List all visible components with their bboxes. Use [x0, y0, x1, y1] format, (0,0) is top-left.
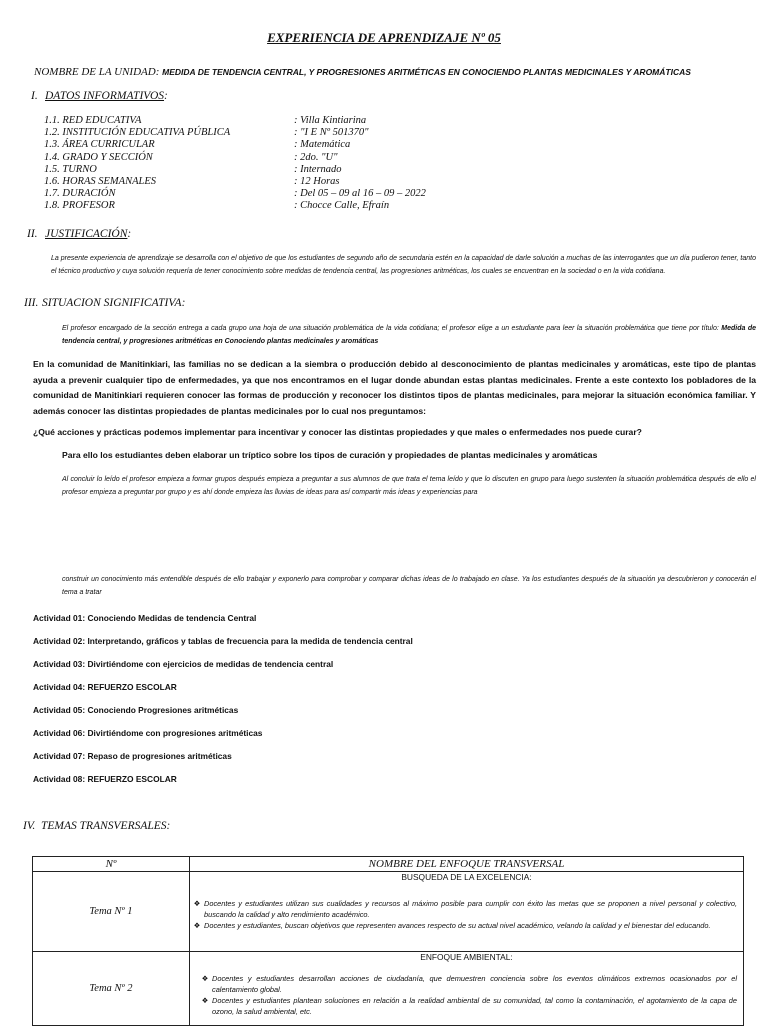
datos-key: 1.7. DURACIÓN: [44, 188, 116, 200]
section-3-number: III.: [24, 297, 39, 309]
temas-transversales-table: [32, 856, 744, 1026]
bullet-text: Docentes y estudiantes desarrollan acciones de ciudadanía, que demuestren conciencia sobre los eventos climáticos extremos ocasionados por el calentamiento global.: [212, 974, 737, 994]
actividad-item: Actividad 04: REFUERZO ESCOLAR: [33, 682, 177, 692]
diamond-bullet-icon: ❖: [193, 899, 201, 908]
datos-informativos-list: [44, 115, 426, 213]
unit-value: MEDIDA DE TENDENCIA CENTRAL, Y PROGRESIONES ARITMÉTICAS EN CONOCIENDO PLANTAS MEDICINALES Y AROMÁTICAS: [162, 67, 691, 77]
justificacion-paragraph: La presente experiencia de aprendizaje se desarrolla con el objetivo de que los estudiantes de segundo año de secundaria estén en la capacidad de darle solución a muchas de las interrogantes que un día pudieron tener, tanto el técnico productivo y cuya solución requería de tener conocimiento sobre medidas de tendencia central, las progresiones aritméticas, los cuales se encuentran en la sociedad o en la vida cotidiana.: [51, 255, 756, 275]
section-4-number: IV.: [23, 820, 36, 832]
section-1-heading: [31, 90, 168, 102]
actividad-item: Actividad 05: Conociendo Progresiones aritméticas: [33, 705, 239, 715]
table-header-number: Nº: [33, 857, 190, 872]
datos-value: : "I E Nº 501370": [294, 127, 369, 139]
tema-cell: Tema Nº 1: [33, 872, 190, 952]
triptico-text: Para ello los estudiantes deben elaborar un tríptico sobre los tipos de curación y propiedades de plantas medicinales y aromáticas: [62, 450, 598, 460]
datos-value: : Matemática: [294, 139, 351, 151]
actividad-item: Actividad 01: Conociendo Medidas de tendencia Central: [33, 613, 257, 623]
section-3-title: SITUACION SIGNIFICATIVA:: [42, 297, 186, 309]
table-header-enfoque: NOMBRE DEL ENFOQUE TRANSVERSAL: [190, 857, 744, 872]
datos-row: [44, 139, 426, 151]
bullet-text: Docentes y estudiantes, buscan objetivos que representen avances respecto de su actual nivel académico, velando la calidad y el bienestar del educando.: [204, 921, 711, 930]
tema-cell: Tema Nº 2: [33, 952, 190, 1026]
section-4-title: TEMAS TRANSVERSALES:: [41, 820, 171, 832]
datos-value: : 2do. "U": [294, 151, 338, 163]
datos-row: [44, 127, 426, 139]
datos-key: 1.3. ÁREA CURRICULAR: [44, 139, 155, 151]
bullet-text: Docentes y estudiantes utilizan sus cualidades y recursos al máximo posible para cumplir con éxito las metas que se proponen a nivel personal y colectivo, buscando la calidad y alto rendimiento académico.: [204, 899, 737, 919]
enfoque-cell: [190, 872, 744, 952]
unit-name-line: [34, 66, 754, 78]
table-header-row: [33, 857, 744, 872]
diamond-bullet-icon: ❖: [193, 921, 201, 930]
datos-value: : 12 Horas: [294, 176, 340, 188]
section-2-number: II.: [27, 228, 38, 240]
situacion-paragraph: En la comunidad de Manitinkiari, las familias no se dedican a la siembra o producción debido al desconocimiento de plantas medicinales y aromáticas, este tipo de plantas ayuda a prevenir cualquier tipo de enfermedades, ya que nos encontramos en el lugar donde abundan estas plantas medicinales. Frente a este contexto los pobladores de la comunidad de Manitinkiari requieren conocer las formas de producción y reconocer los distintos tipos de plantas medicinales, para mejorar la situación económica familiar. Y además conocer las distintas propiedades de plantas medicinales por lo cual nos preguntamos:: [33, 359, 756, 416]
situacion-intro-paragraph: [62, 322, 756, 348]
table-row: [33, 872, 744, 952]
datos-key: 1.6. HORAS SEMANALES: [44, 176, 156, 188]
actividad-item: Actividad 07: Repaso de progresiones aritméticas: [33, 751, 232, 761]
enfoque-bullet: [190, 995, 743, 1017]
datos-row: [44, 200, 426, 212]
datos-value: : Del 05 – 09 al 16 – 09 – 2022: [294, 188, 426, 200]
enfoque-bullet: [190, 920, 743, 931]
enfoque-title: BUSQUEDA DE LA EXCELENCIA:: [401, 872, 532, 882]
diamond-bullet-icon: ❖: [201, 996, 209, 1005]
unit-label: NOMBRE DE LA UNIDAD:: [34, 66, 160, 78]
datos-key: 1.2. INSTITUCIÓN EDUCATIVA PÚBLICA: [44, 127, 231, 139]
bullet-text: Docentes y estudiantes plantean soluciones en relación a la realidad ambiental de su comunidad, tal como la contaminación, el agotamiento de la capa de ozono, la salud ambiental, etc.: [212, 996, 737, 1016]
section-2-heading: [27, 228, 131, 240]
pregunta-retadora: ¿Qué acciones y prácticas podemos implementar para incentivar y conocer las distintas propiedades y que males o enfermedades nos puede curar?: [33, 427, 642, 437]
datos-row: [44, 164, 426, 176]
datos-key: 1.1. RED EDUCATIVA: [44, 115, 142, 126]
table-row: [33, 952, 744, 1026]
section-2-suffix: :: [127, 228, 132, 240]
datos-row: [44, 115, 426, 127]
section-1-title: DATOS INFORMATIVOS: [45, 90, 165, 102]
actividad-item: Actividad 06: Divirtiéndome con progresiones aritméticas: [33, 728, 263, 738]
enfoque-bullet: [190, 898, 743, 920]
datos-value: : Chocce Calle, Efraín: [294, 200, 390, 212]
enfoque-title: ENFOQUE AMBIENTAL:: [420, 952, 513, 962]
datos-row: [44, 152, 426, 164]
construir-paragraph: construir un conocimiento más entendible después de ello trabajar y exponerlo para comprobar y comparar dichas ideas de lo trabajado en clase. Ya los estudiantes después de la situación ya descubrieron y conocerán el tema a tratar: [62, 576, 756, 596]
section-3-heading: [24, 297, 185, 309]
section-1-number: I.: [31, 90, 38, 102]
diamond-bullet-icon: ❖: [201, 974, 209, 983]
document-title: EXPERIENCIA DE APRENDIZAJE Nº 05: [267, 30, 501, 45]
section-4-heading: [23, 820, 170, 832]
datos-row: [44, 188, 426, 200]
section-1-suffix: :: [164, 90, 168, 102]
datos-key: 1.8. PROFESOR: [44, 200, 115, 212]
situacion-titulo: Medida de tendencia central, y progresiones aritméticas en Conociendo plantas medicinales y aromáticas: [62, 325, 756, 345]
concluir-paragraph: Al concluir lo leído el profesor empieza a formar grupos después empieza a preguntar a sus alumnos de que trata el tema leído y que lo discuten en grupo para luego sustenten la situación problemática después de ello el profesor empieza a preguntar por grupo y es ahí donde empieza las lluvias de ideas para así compartir más ideas y experiencias para: [62, 476, 756, 496]
actividad-item: Actividad 08: REFUERZO ESCOLAR: [33, 774, 177, 784]
actividad-item: Actividad 02: Interpretando, gráficos y tablas de frecuencia para la medida de tendencia central: [33, 636, 413, 646]
enfoque-bullet: [190, 973, 743, 995]
actividad-item: Actividad 03: Divirtiéndome con ejercicios de medidas de tendencia central: [33, 659, 334, 669]
section-2-title: JUSTIFICACIÓN: [45, 228, 128, 240]
datos-row: [44, 176, 426, 188]
enfoque-cell: [190, 952, 744, 1026]
datos-value: : Internado: [294, 163, 342, 175]
datos-key: 1.4. GRADO Y SECCIÓN: [44, 151, 153, 163]
situacion-intro-text: El profesor encargado de la sección entrega a cada grupo una hoja de una situación problemática de la vida cotidiana; el profesor elige a un estudiante para leer la situación problemática que tiene por título:: [62, 325, 722, 332]
datos-value: : Villa Kintiarina: [294, 115, 367, 126]
datos-key: 1.5. TURNO: [44, 163, 97, 175]
